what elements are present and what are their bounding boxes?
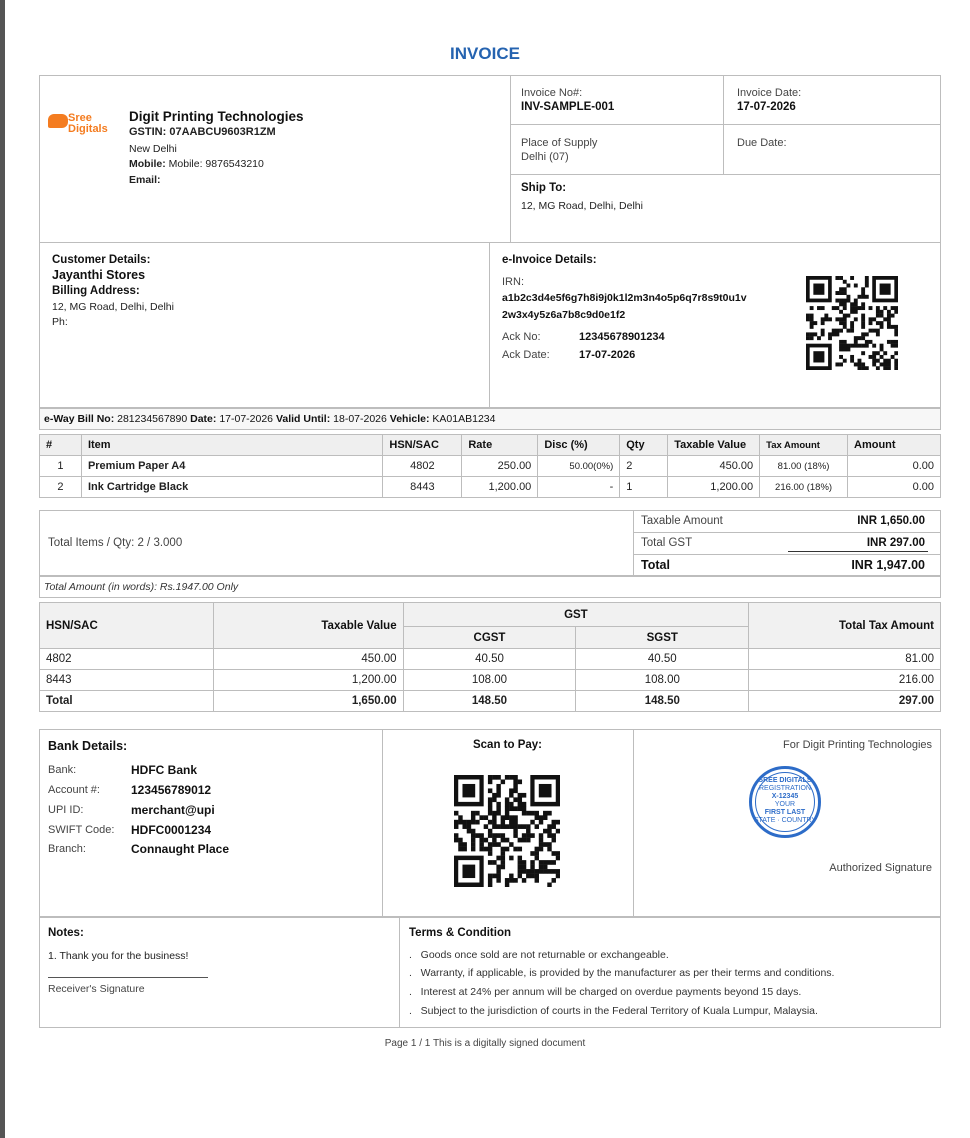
cell-qty: 1 [620,477,668,498]
hsn-cell: 8443 [40,670,214,691]
hsn-cell: 450.00 [213,649,403,670]
cell-taxable: 1,200.00 [668,477,760,498]
invoice-date-label: Invoice Date: [737,87,802,99]
hsn-col-total-tax: Total Tax Amount [749,603,941,649]
total-items-qty: Total Items / Qty: 2 / 3.000 [48,537,183,549]
billing-address: 12, MG Road, Delhi, Delhi [52,301,174,313]
place-of-supply: Delhi (07) [521,151,569,163]
col-taxable: Taxable Value [668,435,760,456]
account-value: 123456789012 [131,783,212,797]
hsn-col-taxable: Taxable Value [213,603,403,649]
irn-label: IRN: [502,276,524,288]
bank-value: HDFC Bank [131,763,198,777]
col-amount: Amount [848,435,941,456]
col-hsn: HSN/SAC [383,435,462,456]
invoice-date: 17-07-2026 [737,101,796,113]
invoice-title: INVOICE [450,44,520,63]
cell-item: Ink Cartridge Black [81,477,382,498]
hsn-cell: 40.50 [576,649,749,670]
hsn-col-sgst: SGST [576,627,749,649]
einvoice-qr-code [806,276,898,370]
hsn-cell: 216.00 [749,670,941,691]
upi-value: merchant@upi [131,803,215,817]
total-gst-value: INR 297.00 [866,537,925,549]
bank-label: Bank: [48,764,77,776]
receiver-signature-label: Receiver's Signature [48,983,145,995]
items-table [39,434,941,498]
hsn-col-hsn: HSN/SAC [40,603,214,649]
seller-gstin: GSTIN: 07AABCU9603R1ZM [129,126,276,138]
hsn-cell: 1,200.00 [213,670,403,691]
cell-amount: 0.00 [848,456,941,477]
seller-mobile: Mobile: Mobile: 9876543210 [129,158,264,170]
grand-total-value: INR 1,947.00 [851,558,925,572]
col-tax-amount: Tax Amount [760,435,848,456]
cell-amount: 0.00 [848,477,941,498]
billing-address-label: Billing Address: [52,285,140,297]
cell-hsn: 4802 [383,456,462,477]
cell-item: Premium Paper A4 [81,456,382,477]
invoice-no-label: Invoice No#: [521,87,583,99]
seal-line: YOUR [774,801,796,808]
table-row [40,477,941,498]
cell-disc: - [538,477,620,498]
account-label: Account #: [48,784,100,796]
hsn-cell: 108.00 [576,670,749,691]
taxable-amount-value: INR 1,650.00 [857,515,925,527]
amount-in-words: Total Amount (in words): Rs.1947.00 Only [44,581,239,593]
table-row [40,649,941,670]
seller-email: Email: [129,174,161,186]
hsn-summary-table [39,602,941,712]
viewer-frame [0,0,5,1138]
page-footer: Page 1 / 1 This is a digitally signed document [384,1038,586,1049]
hsn-cell: 81.00 [749,649,941,670]
bank-heading: Bank Details: [48,739,128,753]
term-item: . Subject to the jurisdiction of courts in the Federal Territory of Kuala Lumpur, Malaysia. [409,1005,818,1017]
cell-taxable: 450.00 [668,456,760,477]
hsn-cell: 40.50 [403,649,576,670]
hsn-cell: 4802 [40,649,214,670]
hsn-total-cell: 1,650.00 [213,691,403,712]
customer-heading: Customer Details: [52,254,151,266]
table-row [40,670,941,691]
customer-phone-label: Ph: [52,316,68,328]
cell-tax-amount: 216.00 (18%) [760,477,848,498]
term-item: . Goods once sold are not returnable or exchangeable. [409,949,669,961]
upi-label: UPI ID: [48,804,84,816]
seal-line: REGISTRATION [759,785,811,792]
hsn-total-cell: 148.50 [576,691,749,712]
cell-index: 1 [40,456,82,477]
notes-heading: Notes: [48,927,84,939]
taxable-amount-label: Taxable Amount [641,515,723,527]
authorized-signature-label: Authorized Signature [829,862,932,874]
seal-line: X-12345 [771,793,799,800]
invoice-no: INV-SAMPLE-001 [521,101,615,113]
cell-disc: 50.00(0%) [538,456,620,477]
logo-icon [48,114,68,128]
term-item: . Warranty, if applicable, is provided by the manufacturer as per their terms and conditions. [409,967,835,979]
branch-label: Branch: [48,843,86,855]
seal-line: STATE · COUNTRY [753,817,817,824]
seal-line: FIRST LAST [764,809,806,816]
notes-line: 1. Thank you for the business! [48,950,189,962]
col-item: Item [81,435,382,456]
eway-bill-details: e-Way Bill No: 281234567890 Date: 17-07-2026 Valid Until: 18-07-2026 Vehicle: KA01AB1234 [44,413,496,425]
col-rate: Rate [462,435,538,456]
ack-date: 17-07-2026 [579,349,636,361]
due-date-label: Due Date: [737,137,787,149]
hsn-col-gst: GST [403,603,749,627]
col-index: # [40,435,82,456]
total-gst-label: Total GST [641,537,693,549]
terms-heading: Terms & Condition [409,927,512,939]
grand-total-label: Total [641,558,670,572]
cell-index: 2 [40,477,82,498]
col-qty: Qty [620,435,668,456]
ack-no-label: Ack No: [502,331,541,343]
cell-rate: 250.00 [462,456,538,477]
ship-to-label: Ship To: [521,182,567,194]
ack-date-label: Ack Date: [502,349,550,361]
company-seal [749,766,821,838]
items-header-row [40,435,941,456]
scan-to-pay-label: Scan to Pay: [472,739,543,751]
hsn-total-cell: Total [40,691,214,712]
place-of-supply-label: Place of Supply [521,137,598,149]
hsn-cell: 108.00 [403,670,576,691]
cell-tax-amount: 81.00 (18%) [760,456,848,477]
swift-value: HDFC0001234 [131,823,212,837]
col-disc: Disc (%) [538,435,620,456]
cell-hsn: 8443 [383,477,462,498]
term-item: . Interest at 24% per annum will be charged on overdue payments beyond 15 days. [409,986,802,998]
payment-qr-code [454,775,560,887]
hsn-total-row [40,691,941,712]
hsn-total-cell: 148.50 [403,691,576,712]
seller-city: New Delhi [129,143,177,155]
ack-no: 12345678901234 [579,331,665,343]
table-row [40,456,941,477]
cell-rate: 1,200.00 [462,477,538,498]
ship-to-address: 12, MG Road, Delhi, Delhi [521,200,643,212]
einvoice-heading: e-Invoice Details: [502,254,597,266]
hsn-col-cgst: CGST [403,627,576,649]
cell-qty: 2 [620,456,668,477]
swift-label: SWIFT Code: [48,824,115,836]
for-company-label: For Digit Printing Technologies [783,739,932,751]
seal-line: SREE DIGITALS [758,777,812,784]
hsn-total-cell: 297.00 [749,691,941,712]
company-logo: Sree Digitals [68,112,108,135]
branch-value: Connaught Place [131,842,230,856]
customer-name: Jayanthi Stores [52,268,146,282]
irn-line-2: 2w3x4y5z6a7b8c9d0e1f2 [502,309,626,321]
seller-name: Digit Printing Technologies [129,109,304,124]
irn-line-1: a1b2c3d4e5f6g7h8i9j0k1l2m3n4o5p6q7r8s9t0u1v [502,292,747,304]
hsn-header-row [40,603,941,627]
